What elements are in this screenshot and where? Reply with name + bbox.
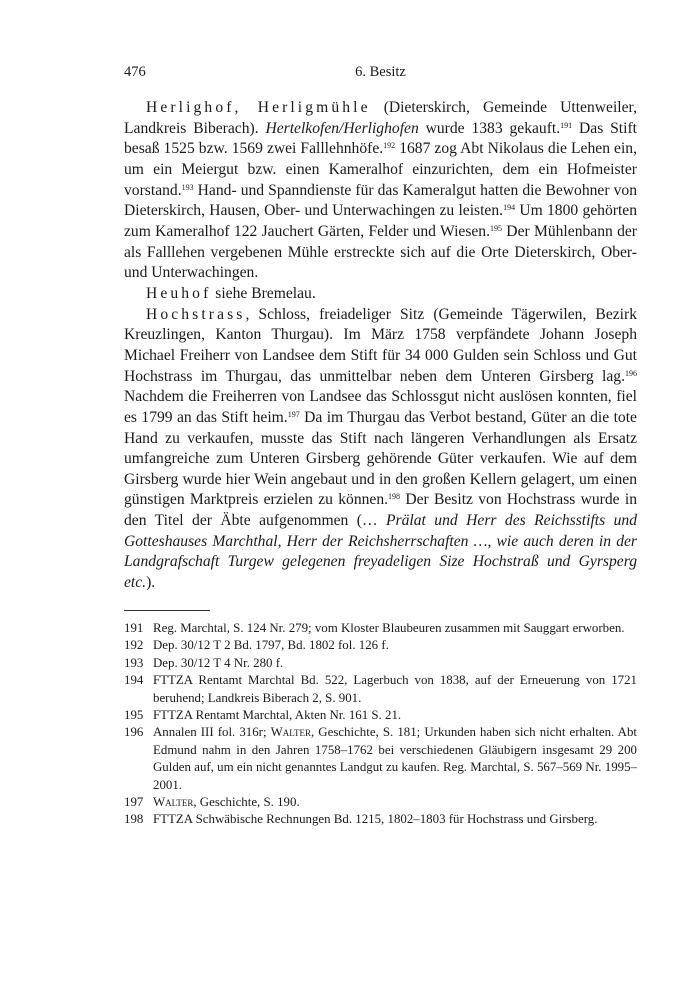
- page-number: 476: [124, 64, 146, 80]
- footnote-number: 192: [124, 638, 144, 653]
- footnote-ref[interactable]: 196: [625, 368, 637, 378]
- chapter-title: 6. Besitz: [355, 64, 406, 80]
- footnote-number: 195: [124, 708, 144, 723]
- footnote: 194 FTTZA Rentamt Marchtal Bd. 522, Lagerbuch von 1838, auf der Erneuerung von 1721 beruhend; Landkreis Biberach 2, S. 901.: [124, 673, 637, 705]
- footnote-number: 194: [124, 673, 144, 688]
- footnote-separator: [124, 610, 210, 611]
- footnote: 191 Reg. Marchtal, S. 124 Nr. 279; vom Kloster Blaubeuren zusammen mit Sauggart erworben.: [124, 620, 637, 637]
- entry-herlighof: Herlighof, Herligmühle (Dieterskirch, Gemeinde Uttenweiler, Landkreis Biberach). Hertelkofen/Herlighofen wurde 1383 gekauft.$^{191}$ Das Stift besaß 1525 bzw. 1569 zwei Falllehnhöfe.$^{192}$ 1687 zog Abt Nikolaus die Lehen ein, um ein Meiergut bzw. einen Kameralhof einzurichten, dem ein Hofmeister vorstand.$^{193}$ Hand- und Spanndienste für das Kameralgut hatten die Bewohner von Dieterskirch, Hausen, Ober- und Unterwachingen zu leisten.$^{194}$ Um 1800 gehörten zum Kameralhof 122 Jauchert Gärten, Felder und Wiesen.$^{195}$ Der Mühlenbann der als Falllehen vergebenen Mühle erstreckte sich auf die Orte Dieterskirch, Ober- und Unterwachingen.: [124, 99, 638, 282]
- footnote-ref[interactable]: 195: [490, 223, 503, 233]
- footnote-ref[interactable]: 191: [560, 120, 573, 130]
- footnote-ref[interactable]: 192: [383, 141, 396, 151]
- footnote-ref[interactable]: 197: [287, 409, 300, 419]
- footnote: 192 Dep. 30/12 T 2 Bd. 1797, Bd. 1802 fol. 126 f.: [124, 637, 637, 654]
- entry-term: Heuhof: [146, 284, 212, 302]
- entry-term: Herlighof, Herligmühle: [146, 99, 371, 116]
- footnote-ref[interactable]: 198: [388, 492, 401, 502]
- footnote-number: 191: [124, 621, 144, 635]
- main-text: [124, 98, 637, 594]
- footnote: 195 FTTZA Rentamt Marchtal, Akten Nr. 161 S. 21.: [124, 707, 637, 724]
- footnote-number: 198: [124, 812, 144, 827]
- footnote-number: 197: [124, 795, 144, 810]
- entry-hochstrass: Hochstrass, Schloss, freiadeliger Sitz (Gemeinde Tägerwilen, Bezirk Kreuzlingen, Kanton Thurgau). Im März 1758 verpfändete Johann Joseph Michael Freiherr von Landsee dem Stift für 34 000 Gulden sein Schloss und Gut Hochstrass im Thurgau, das unmittelbar neben dem Unteren Girsberg lag.$^{196}$ Nachdem die Freiherren von Landsee das Schlossgut nicht auslösen konnten, fiel es 1799 an das Stift heim.$^{197}$ Da im Thurgau das Verbot bestand, Güter an die tote Hand zu verkaufen, musste das Stift nach längeren Verhandlungen als Ersatz umfangreiche zum Unteren Girsberg gehörende Güter verkaufen. Wie auf dem Girsberg wurde hier Wein angebaut und in den großen Kellern gelagert, um einen günstigen Marktpreis erzielen zu können.$^{198}$ Der Besitz von Hochstrass wurde in den Titel der Äbte aufgenommen (… Prälat und Herr des Reichsstifts und Gotteshauses Marchthal, Herr der Reichsherrschaften …, wie auch deren in der Landgrafschaft Turgew gelegenen freyadeligen Size Hochstraß und Gyrsperg etc.).: [124, 305, 638, 592]
- author-name: Walter: [270, 725, 311, 740]
- entry-term: Hochstrass: [146, 305, 246, 323]
- footnote: 198 FTTZA Schwäbische Rechnungen Bd. 1215, 1802–1803 für Hochstrass und Girsberg.: [124, 811, 637, 828]
- footnote: 196 Annalen III fol. 316r; Walter, Geschichte, S. 181; Urkunden haben sich nicht erhalten. Abt Edmund nahm in den Jahren 1758–1762 bei verschiedenen Gläubigern insgesamt 29 200 Gulden auf, um ein nicht genanntes Landgut zu kaufen. Reg. Marchtal, S. 567–569 Nr. 1995–2001.: [124, 725, 637, 792]
- footnote: 193 Dep. 30/12 T 4 Nr. 280 f.: [124, 655, 637, 672]
- footnote-ref[interactable]: 194: [503, 203, 516, 213]
- footnote: 197 Walter, Geschichte, S. 190.: [124, 794, 637, 811]
- footnote-ref[interactable]: 193: [181, 182, 194, 192]
- footnote-number: 193: [124, 655, 144, 670]
- footnote-number: 196: [124, 725, 144, 740]
- entry-heuhof: Heuhof siehe Bremelau.: [146, 284, 316, 302]
- footnotes: [124, 620, 637, 829]
- author-name: Walter: [153, 795, 194, 810]
- running-header: [124, 64, 637, 84]
